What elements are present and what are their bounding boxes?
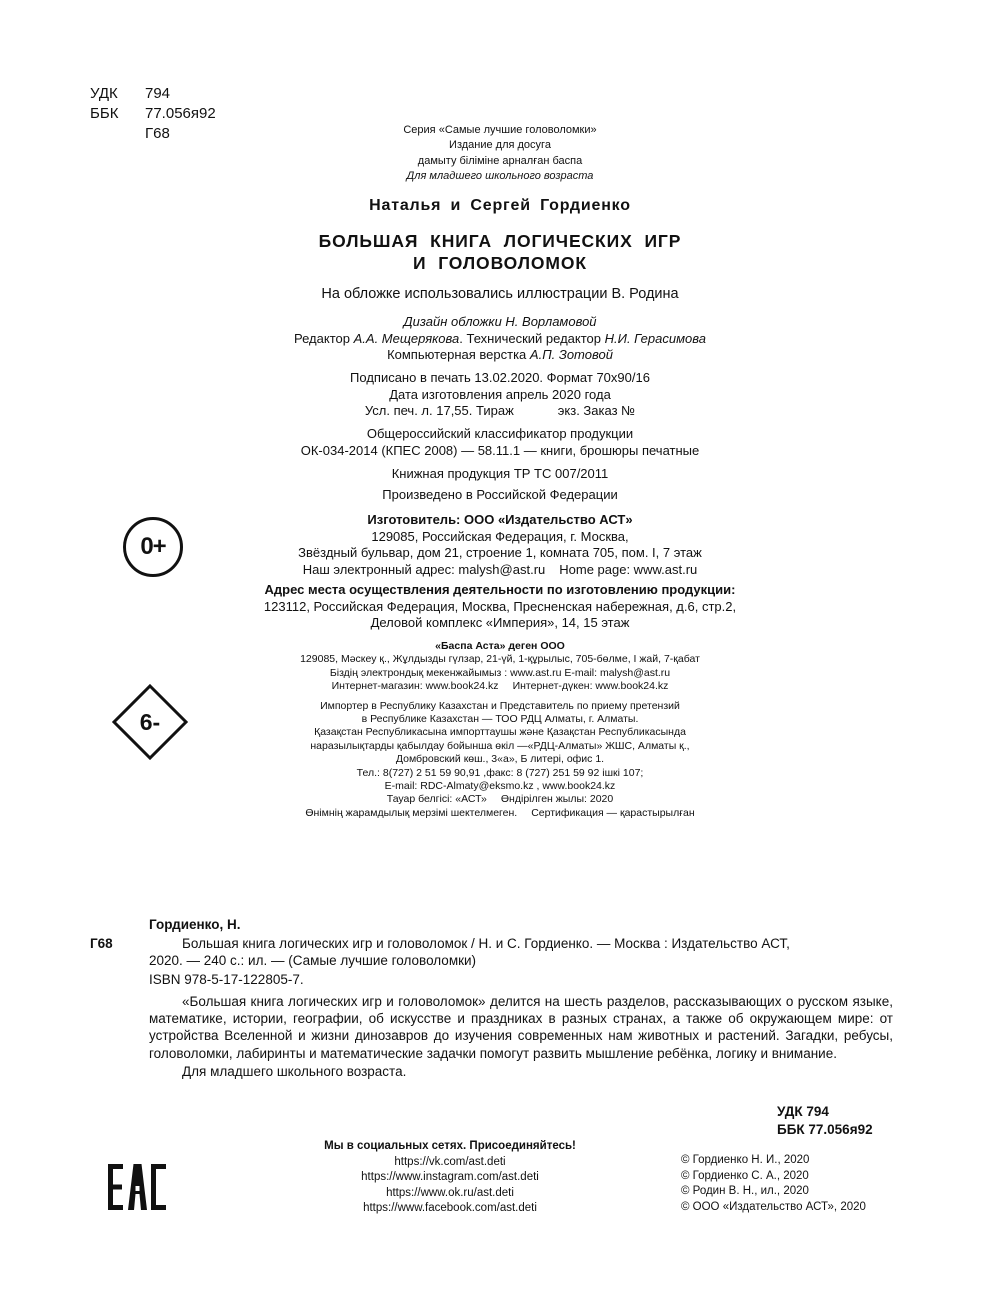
copyright-line: © Родин В. Н., ил., 2020 [681,1185,809,1198]
copyright-line: © ООО «Издательство АСТ», 2020 [681,1200,866,1213]
kz-importer-3: Қазақстан Республикасына импорттаушы және Қазақстан Республикасында [314,726,686,739]
kz-importer-1: Импортер в Республику Казахстан и Представитель по приему претензий [320,699,680,712]
kz-brand: Тауар белгісі: «АСТ» [386,793,487,806]
author-code: Г68 [145,125,170,142]
copyright-block [681,1153,866,1215]
series-block [250,123,750,185]
manufacturer-address-1: 129085, Российская Федерация, г. Москва, [371,528,629,544]
authors: Наталья и Сергей Гордиенко [369,197,631,214]
udk-bottom [777,1103,873,1139]
kz-shop-ru: Интернет-магазин: www.book24.kz [331,680,499,693]
layout-label: Компьютерная верстка [387,347,527,362]
kz-shop-kz: Интернет-дүкен: www.book24.kz [512,680,669,693]
classifier-line-2: ОК-034-2014 (КПЕС 2008) — 58.11.1 — книги, брошюры печатные [300,442,700,458]
editor-label: Редактор [294,330,350,346]
kz-phone: Тел.: 8(727) 2 51 59 90,91 ,факс: 8 (727) 251 59 92 ішкі 107; [356,766,644,779]
activity-address-line-2: Деловой комплекс «Империя», 14, 15 этаж [370,615,630,630]
kz-importer-4: наразылықтарды қабылдау бойынша өкіл —«РДЦ-Алматы» ЖШС, Алматы қ., [310,739,690,752]
book-title-line-2: И ГОЛОВОЛОМОК [412,253,588,273]
kz-year: Өндірілген жылы: 2020 [500,793,614,806]
kz-address: 129085, Мәскеу қ., Жұлдызды гүлзар, 21-үй, 1-құрылыс, 705-бөлме, I жай, 7-қабат [300,653,700,666]
series-name: Серия «Самые лучшие головоломки» [403,124,597,136]
layout-name: А.П. Зотовой [529,347,613,362]
order-number: экз. Заказ № [557,403,636,418]
tr-ts: Книжная продукция ТР ТС 007/2011 [391,466,609,481]
manufacturer [250,512,750,578]
cover-note: На обложке использовались иллюстрации В. Родина [321,286,679,302]
biblio-code: Г68 [90,936,113,951]
abstract-age: Для младшего школьного возраста. [182,1063,407,1079]
manufacturer-address-2: Звёздный бульвар, дом 21, строение 1, комната 705, пом. I, 7 этаж [298,545,702,560]
cover-design-credit: Дизайн обложки Н. Ворламовой [403,314,597,329]
classifier [250,426,750,459]
made-in: Произведено в Российской Федерации [382,487,618,502]
editor-name: А.А. Мещерякова [353,330,460,346]
social-links [270,1139,630,1217]
credits [250,314,750,364]
age-rating-circle-label: 0+ [140,533,166,560]
social-link-ok[interactable]: https://www.ok.ru/ast.deti [386,1186,514,1199]
print-info [250,370,750,420]
udk-bottom-udk: УДК 794 [777,1104,829,1119]
book-title [250,230,750,274]
biblio-description [149,935,909,969]
isbn: ISBN 978-5-17-122805-7. [149,972,304,987]
manufacturer-name: Изготовитель: ООО «Издательство АСТ» [367,512,633,527]
social-heading: Мы в социальных сетях. Присоединяйтесь! [324,1140,576,1152]
biblio-line-2: 2020. — 240 с.: ил. — (Самые лучшие головоломки) [149,953,477,968]
book-title-line-1: БОЛЬШАЯ КНИГА ЛОГИЧЕСКИХ ИГР [318,231,682,251]
series-purpose: Издание для досуга [449,139,551,152]
kz-importer-5: Домбровский көш., 3«а», Б литері, офис 1. [395,753,605,766]
tech-editor-name: Н.И. Герасимова [604,330,706,346]
activity-address-label: Адрес места осуществления деятельности по изготовлению продукции: [264,582,736,597]
tech-editor-label: . Технический редактор [459,330,602,346]
activity-address-line-1: 123112, Российская Федерация, Москва, Пресненская набережная, д.6, стр.2, [263,598,737,614]
udk-value: 794 [145,85,171,102]
kz-company: «Баспа Аста» деген ООО [435,640,565,652]
copyright-line: © Гордиенко Н. И., 2020 [681,1154,810,1166]
signed-to-print: Подписано в печать 13.02.2020. Формат 70x90/16 [350,370,650,385]
social-link-facebook[interactable]: https://www.facebook.com/ast.deti [363,1202,537,1215]
kz-email: Біздің электрондық мекенжайымыз : www.ast.ru E-mail: malysh@ast.ru [329,666,671,679]
manufacturer-homepage: Home page: www.ast.ru [559,561,698,577]
abstract [149,993,893,1080]
social-link-instagram[interactable]: https://www.instagram.com/ast.deti [361,1171,539,1184]
copyright-line: © Гордиенко С. А., 2020 [681,1169,809,1182]
print-sheets: Усл. печ. л. 17,55. Тираж [364,403,514,418]
manufacturer-email: Наш электронный адрес: malysh@ast.ru [302,561,546,577]
series-purpose-kz: дамыту біліміне арналған баспа [417,154,583,167]
bbk-value: 77.056я92 [145,105,216,122]
abstract-text: «Большая книга логических игр и головоломок» делится на шесть разделов, рассказывающих о русском языке, математике, истории, географии, об искусстве и праздниках в разных странах, а также об окружающем мире: от устройства Вселенной и жизни динозавров до изучения современных нам животных и растений. Загадки, ребусы, головоломки, лабиринты и математические задачки помогут развить мышление ребёнка, логику и внимание. [149,994,893,1061]
manufacture-date: Дата изготовления апрель 2020 года [389,386,611,402]
udk-label: УДК [90,85,118,102]
activity-address [200,582,800,632]
biblio-line-1: Большая книга логических игр и головоломок / Н. и С. Гордиенко. — Москва : Издательство АСТ, [182,936,790,951]
kz-certification: Сертификация — қарастырылған [531,806,695,819]
udk-block [90,84,216,144]
social-link-vk[interactable]: https://vk.com/ast.deti [394,1155,506,1168]
series-age: Для младшего школьного возраста [406,170,594,183]
bbk-label: ББК [90,105,119,122]
udk-bottom-bbk: ББК 77.056я92 [777,1122,873,1137]
eac-mark-icon [108,1164,166,1210]
biblio-author: Гордиенко, Н. [149,917,241,932]
age-rating-diamond-label: 6- [139,709,161,735]
kz-shelf-life: Өнімнің жарамдылық мерзімі шектелмеген. [305,806,518,819]
kz-email-2: E-mail: RDC-Almaty@eksmo.kz , www.book24.kz [384,780,616,793]
kz-info [250,640,750,820]
classifier-line-1: Общероссийский классификатор продукции [366,426,634,441]
kz-importer-2: в Республике Казахстан — ТОО РДЦ Алматы, г. Алматы. [361,713,639,726]
